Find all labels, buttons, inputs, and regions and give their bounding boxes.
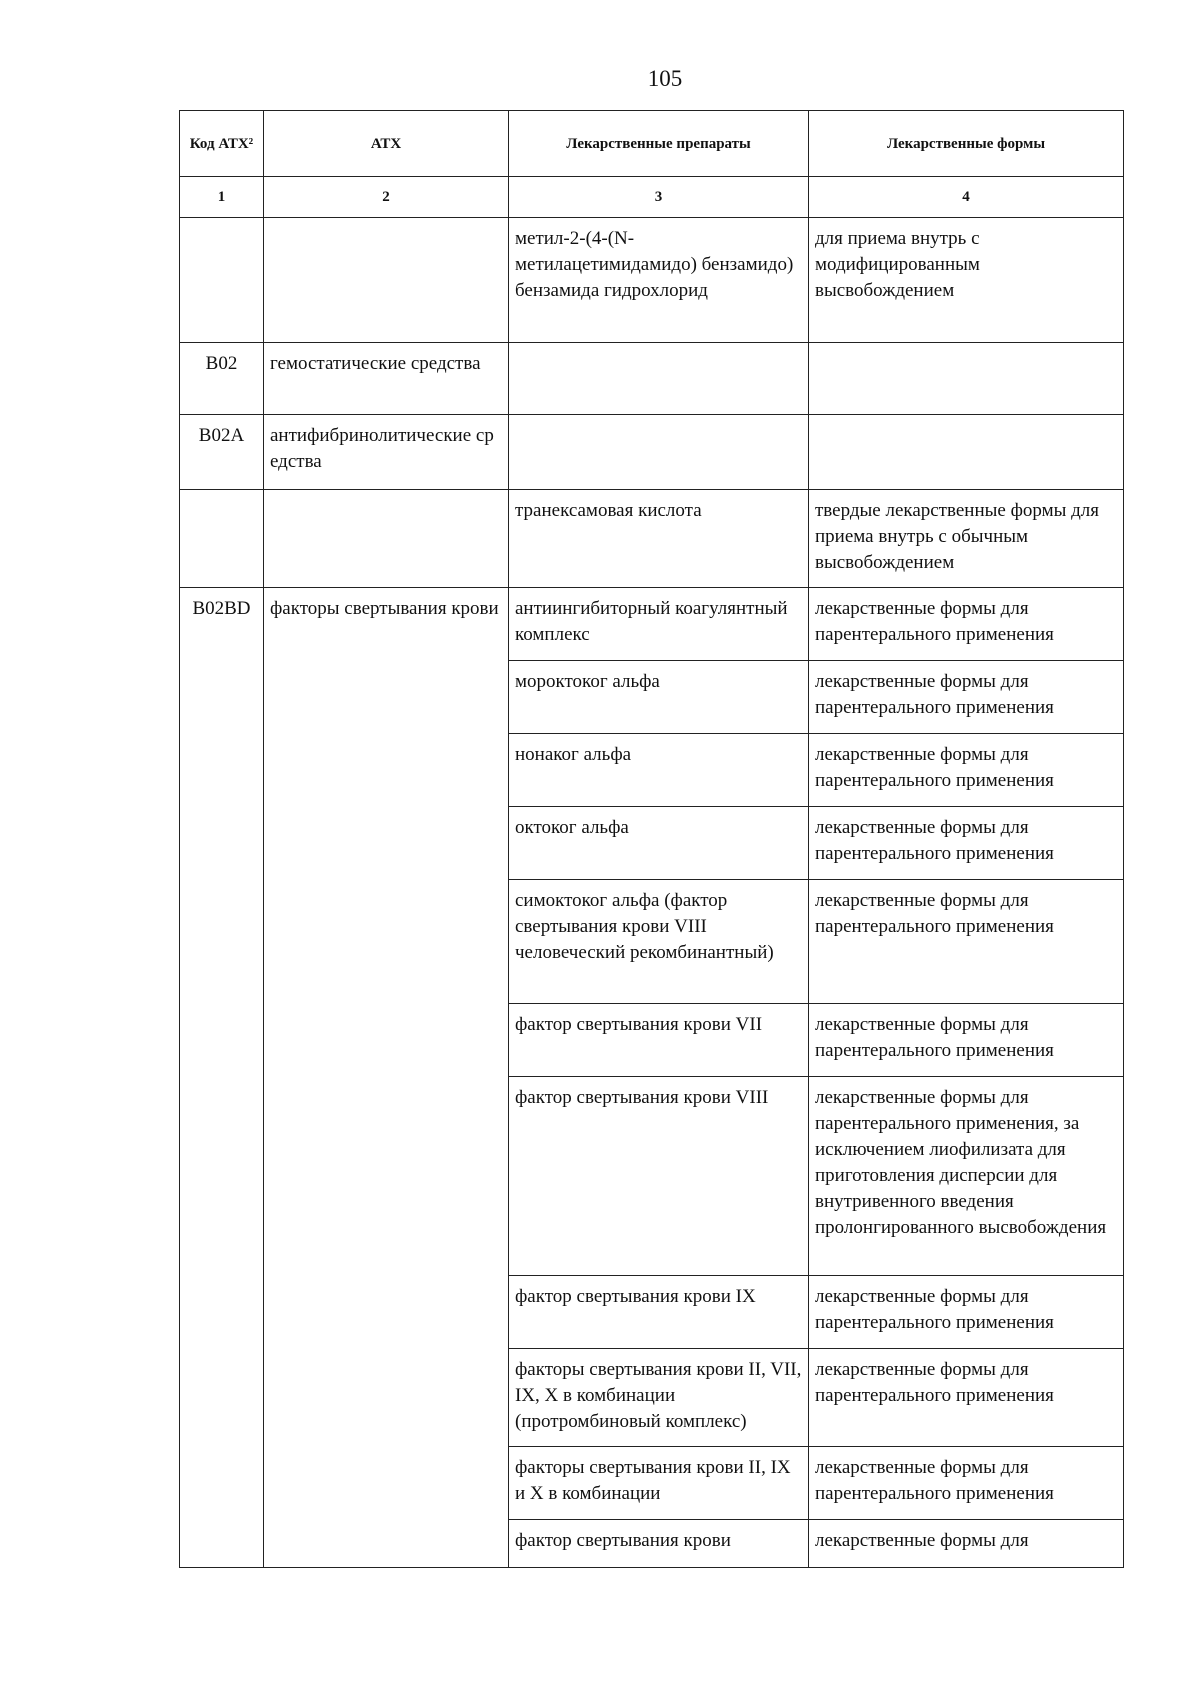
drug-cell: антиингибиторный коагулянтный комплекс xyxy=(509,588,809,661)
drug-cell: фактор свертывания крови VIII xyxy=(509,1077,809,1276)
drug-cell: фактор свертывания крови IX xyxy=(509,1276,809,1349)
drug-cell: симоктоког альфа (фактор свертывания крови VIII человеческий рекомбинантный) xyxy=(509,880,809,1004)
form-cell: для приема внутрь с модифицированным высвобождением xyxy=(809,218,1124,343)
atx-cell xyxy=(264,218,509,343)
header-code: Код АТХ² xyxy=(180,111,264,177)
drug-cell: транексамовая кислота xyxy=(509,490,809,588)
column-number: 3 xyxy=(509,177,809,218)
drug-cell: октоког альфа xyxy=(509,807,809,880)
form-cell: лекарственные формы для парентерального применения xyxy=(809,734,1124,807)
code-cell xyxy=(180,490,264,588)
code-cell: B02BD xyxy=(180,588,264,1568)
column-number-row xyxy=(180,177,1124,218)
form-cell: лекарственные формы для парентерального применения xyxy=(809,1447,1124,1520)
table-row xyxy=(180,343,1124,415)
code-cell xyxy=(180,218,264,343)
drug-cell: фактор свертывания крови VII xyxy=(509,1004,809,1077)
form-cell: лекарственные формы для парентерального применения xyxy=(809,1276,1124,1349)
drug-cell: мороктоког альфа xyxy=(509,661,809,734)
drug-cell: факторы свертывания крови II, VII, IX, X в комбинации (протромбиновый комплекс) xyxy=(509,1349,809,1447)
form-cell: твердые лекарственные формы для приема внутрь с обычным высвобождением xyxy=(809,490,1124,588)
column-number: 4 xyxy=(809,177,1124,218)
form-cell: лекарственные формы для парентерального применения, за исключением лиофилизата для приготовления дисперсии для внутривенного введения пролонгированного высвобождения xyxy=(809,1077,1124,1276)
form-cell xyxy=(809,343,1124,415)
form-cell: лекарственные формы для xyxy=(809,1520,1124,1568)
form-cell: лекарственные формы для парентерального применения xyxy=(809,661,1124,734)
atx-cell xyxy=(264,490,509,588)
column-number: 1 xyxy=(180,177,264,218)
table-row xyxy=(180,218,1124,343)
atx-cell: факторы свертывания крови xyxy=(264,588,509,1568)
drug-cell: метил-2-(4-(N-метилацетимидамидо) бензамидо) бензамида гидрохлорид xyxy=(509,218,809,343)
form-cell xyxy=(809,415,1124,490)
code-cell: B02A xyxy=(180,415,264,490)
drug-cell: факторы свертывания крови II, IX и X в комбинации xyxy=(509,1447,809,1520)
drug-cell: фактор свертывания крови xyxy=(509,1520,809,1568)
table-header-row xyxy=(180,111,1124,177)
form-cell: лекарственные формы для парентерального применения xyxy=(809,1349,1124,1447)
table-row xyxy=(180,588,1124,661)
table-row xyxy=(180,490,1124,588)
atx-table xyxy=(179,110,1124,1568)
code-cell: B02 xyxy=(180,343,264,415)
drug-cell: нонаког альфа xyxy=(509,734,809,807)
column-number: 2 xyxy=(264,177,509,218)
form-cell: лекарственные формы для парентерального применения xyxy=(809,880,1124,1004)
page-number: 105 xyxy=(647,66,683,91)
header-drugs: Лекарственные препараты xyxy=(509,111,809,177)
atx-cell: гемостатические средства xyxy=(264,343,509,415)
drug-cell xyxy=(509,415,809,490)
atx-cell: антифибринолитические средства xyxy=(264,415,509,490)
drug-cell xyxy=(509,343,809,415)
form-cell: лекарственные формы для парентерального применения xyxy=(809,1004,1124,1077)
table-row xyxy=(180,415,1124,490)
header-atx: АТХ xyxy=(264,111,509,177)
form-cell: лекарственные формы для парентерального применения xyxy=(809,807,1124,880)
header-forms: Лекарственные формы xyxy=(809,111,1124,177)
form-cell: лекарственные формы для парентерального применения xyxy=(809,588,1124,661)
